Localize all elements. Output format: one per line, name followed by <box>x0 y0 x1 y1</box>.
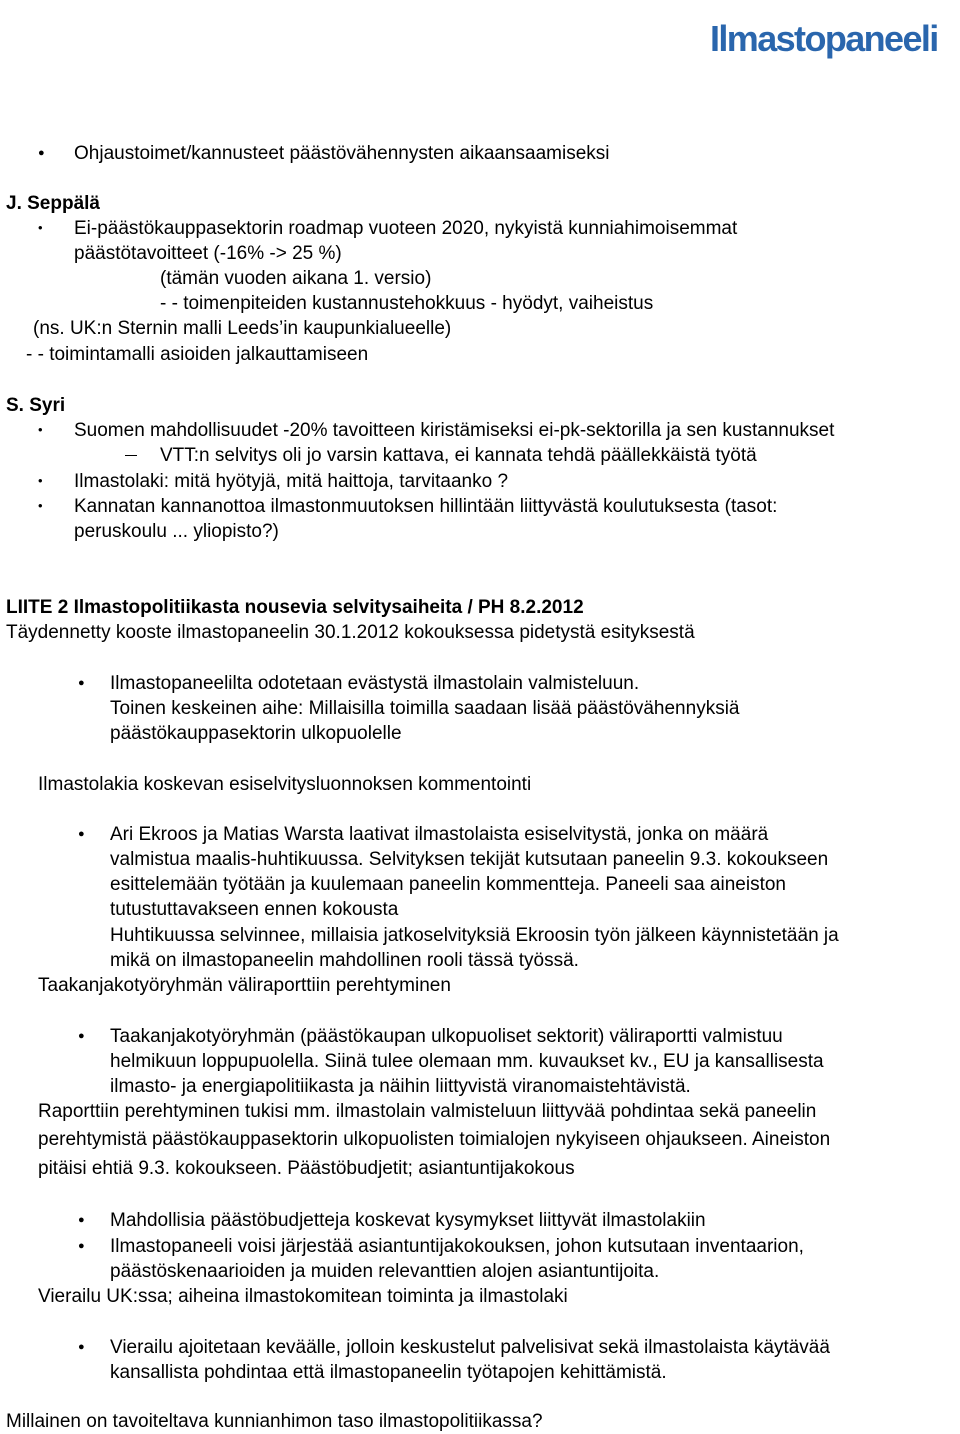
text-line: Ilmastopaneeli voisi järjestää asiantuntijakokouksen, johon kutsutaan inventaarion, <box>110 1236 804 1257</box>
topic-heading: Taakanjakotyöryhmän väliraporttiin perehtyminen <box>38 975 451 996</box>
text-line: perehtymistä päästökauppasektorin ulkopuolisten toimialojen nykyiseen ohjaukseen. Aineiston <box>38 1129 831 1150</box>
topic-heading: Vierailu UK:ssa; aiheina ilmastokomitean toiminta ja ilmastolaki <box>38 1286 568 1307</box>
text-line: valmistua maalis-huhtikuussa. Selvityksen tekijät kutsutaan paneelin 9.3. kokoukseen <box>110 849 829 870</box>
text-line: pitäisi ehtiä 9.3. kokoukseen. Päästöbudjetit; asiantuntijakokous <box>38 1158 575 1179</box>
text-line: (ns. UK:n Sternin malli Leeds’in kaupunkialueelle) <box>33 318 452 339</box>
appendix-title: LIITE 2 Ilmastopolitiikasta nousevia selvitysaiheita / PH 8.2.2012 <box>6 597 584 618</box>
text-line: VTT:n selvitys oli jo varsin kattava, ei kannata tehdä päällekkäistä työtä <box>160 445 757 466</box>
text-line: päästöskenaarioiden ja muiden relevanttien alojen asiantuntijoita. <box>110 1261 660 1282</box>
bullet-icon <box>78 1234 85 1262</box>
text-line: - - toimenpiteiden kustannustehokkuus - hyödyt, vaiheistus <box>160 293 654 314</box>
text-line: Raporttiin perehtyminen tukisi mm. ilmastolain valmisteluun liittyvää pohdintaa sekä paneelin <box>38 1101 817 1122</box>
text-line: (tämän vuoden aikana 1. versio) <box>160 268 432 289</box>
text-line: helmikuun loppupuolella. Siinä tulee olemaan mm. kuvaukset kv., EU ja kansallisesta <box>110 1051 824 1072</box>
bullet-icon <box>38 216 43 242</box>
text-line: päästökauppasektorin ulkopuolelle <box>110 723 402 744</box>
ilmastopaneeli-logo: Ilmastopaneeli <box>710 18 938 59</box>
bullet-icon <box>78 1335 85 1363</box>
bullet-icon <box>78 671 85 699</box>
text-line: tutustuttavakseen ennen kokousta <box>110 899 399 920</box>
bullet-icon <box>38 418 43 444</box>
text-line: Ilmastopaneelilta odotetaan evästystä ilmastolain valmisteluun. <box>110 673 640 694</box>
text-line: - - toimintamalli asioiden jalkauttamiseen <box>26 344 369 365</box>
bullet-icon <box>38 469 43 495</box>
bullet-icon <box>38 494 43 520</box>
text-line: Ilmastolaki: mitä hyötyjä, mitä haittoja, tarvitaanko ? <box>74 471 509 492</box>
bullet-icon <box>78 1208 85 1236</box>
text-line: mikä on ilmastopaneelin mahdollinen rooli tässä työssä. <box>110 950 579 971</box>
text-line: Ari Ekroos ja Matias Warsta laativat ilmastolaista esiselvitystä, jonka on määrä <box>110 824 769 845</box>
text-line: Ei-päästökauppasektorin roadmap vuoteen 2020, nykyistä kunniahimoisemmat <box>74 218 738 239</box>
text-line: esittelemään työtään ja kuulemaan paneelin kommentteja. Paneeli saa aineiston <box>110 874 786 895</box>
text-line: päästötavoitteet (-16% -> 25 %) <box>74 243 342 264</box>
text-line: peruskoulu ... yliopisto?) <box>74 521 279 542</box>
text-line: ilmasto- ja energiapolitiikasta ja näihin liittyvistä viranomaistehtävistä. <box>110 1076 691 1097</box>
speaker-heading: S. Syri <box>6 395 66 416</box>
topic-heading: Ilmastolakia koskevan esiselvitysluonnoksen kommentointi <box>38 774 532 795</box>
text-line: Taakanjakotyöryhmän (päästökaupan ulkopuoliset sektorit) väliraportti valmistuu <box>110 1026 783 1047</box>
text-line: Mahdollisia päästöbudjetteja koskevat kysymykset liittyvät ilmastolakiin <box>110 1210 706 1231</box>
text-line: Kannatan kannanottoa ilmastonmuutoksen hillintään liittyvästä koulutuksesta (tasot: <box>74 496 778 517</box>
text-line: Huhtikuussa selvinnee, millaisia jatkoselvityksiä Ekroosin työn jälkeen käynnistetään ja <box>110 925 839 946</box>
appendix-subtitle: Täydennetty kooste ilmastopaneelin 30.1.2012 kokouksessa pidetystä esityksestä <box>6 622 695 643</box>
text-line: Vierailu ajoitetaan keväälle, jolloin keskustelut palvelisivat sekä ilmastolaista käytävää <box>110 1337 830 1358</box>
bullet-icon <box>78 1024 85 1052</box>
text-line: Toinen keskeinen aihe: Millaisilla toimilla saadaan lisää päästövähennyksiä <box>110 698 740 719</box>
text-line: kansallista pohdintaa että ilmastopaneelin työtapojen kehittämistä. <box>110 1362 667 1383</box>
speaker-heading: J. Seppälä <box>6 193 100 214</box>
dash-icon <box>125 455 137 456</box>
bullet-icon <box>78 822 85 850</box>
bullet-icon <box>38 141 45 169</box>
text-line: Suomen mahdollisuudet -20% tavoitteen kiristämiseksi ei-pk-sektorilla ja sen kustannukset <box>74 420 835 441</box>
text-line: Ohjaustoimet/kannusteet päästövähennysten aikaansaamiseksi <box>74 143 610 164</box>
closing-question: Millainen on tavoiteltava kunnianhimon taso ilmastopolitiikassa? <box>6 1411 543 1432</box>
